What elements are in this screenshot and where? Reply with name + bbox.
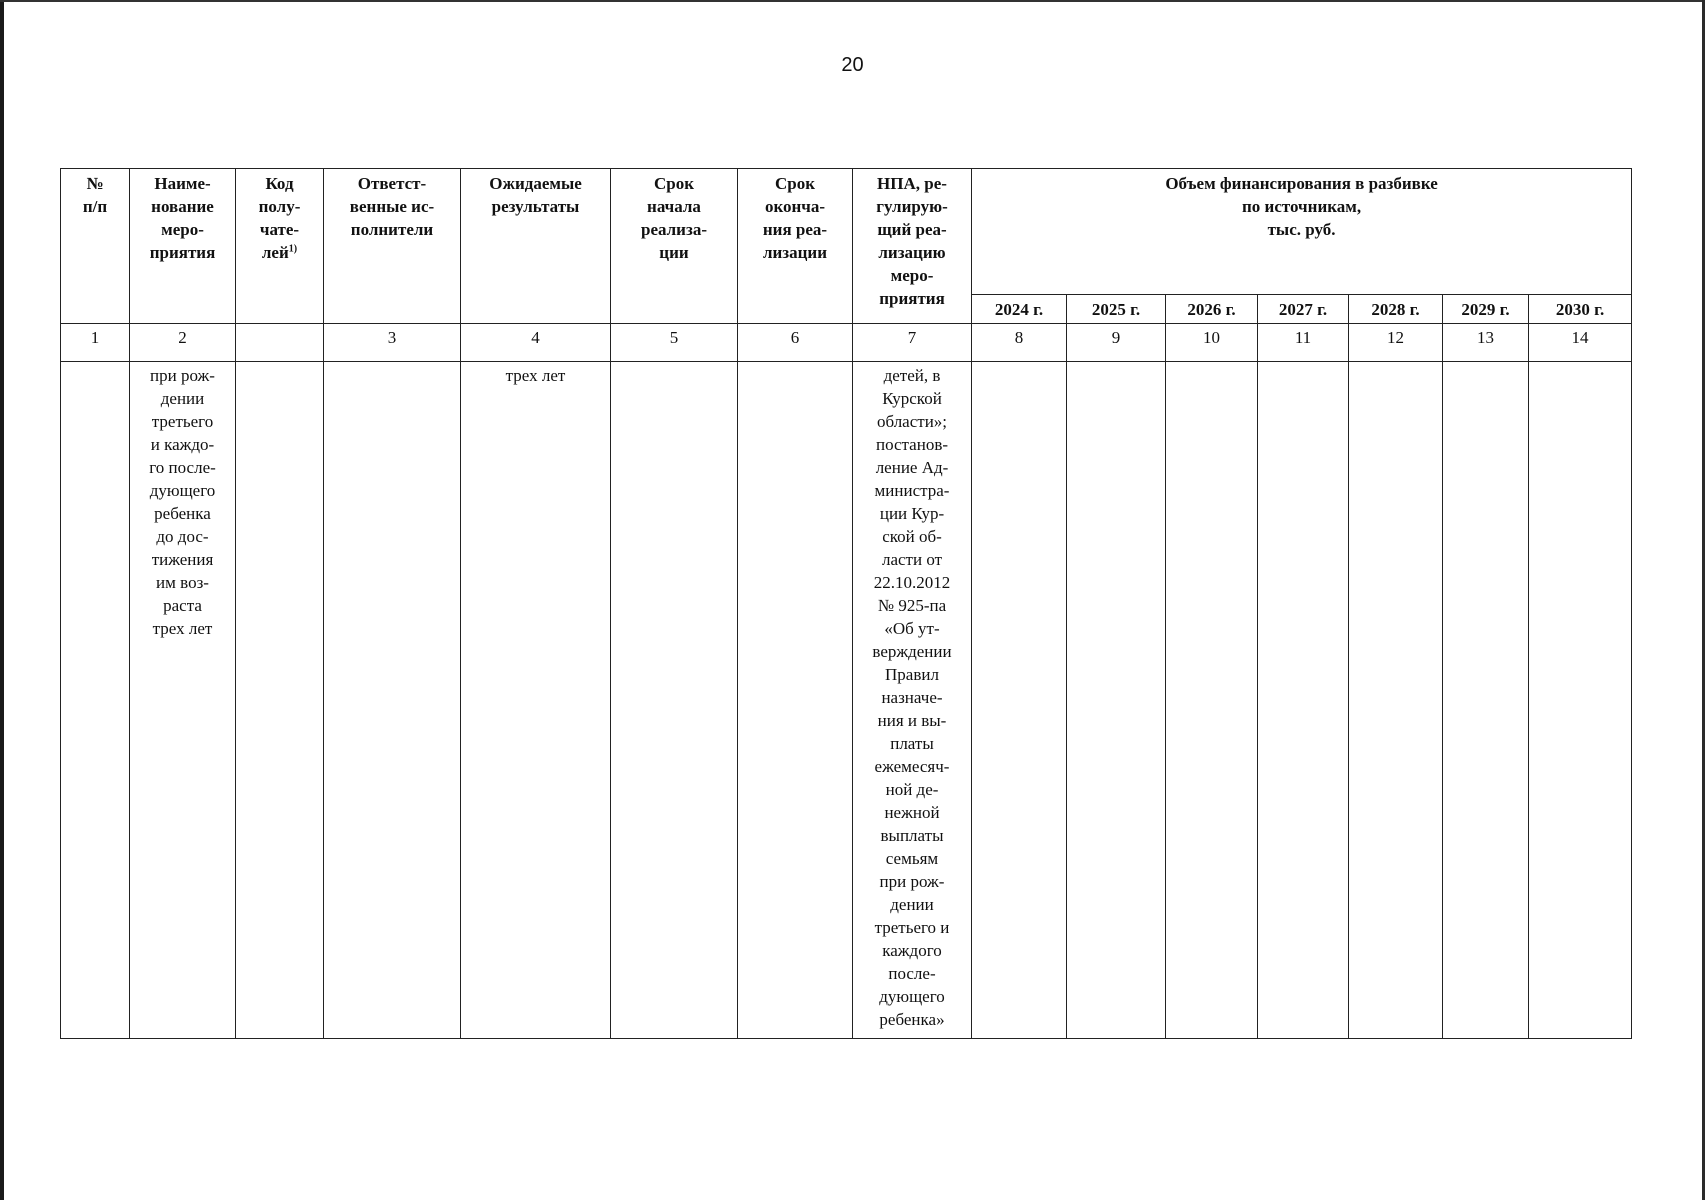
header-year: 2026 г. bbox=[1166, 295, 1258, 324]
header-year: 2027 г. bbox=[1258, 295, 1349, 324]
cell-year-amount bbox=[1529, 362, 1632, 1039]
header-expected-results: Ожидаемые результаты bbox=[461, 169, 611, 324]
cell-year-amount bbox=[1349, 362, 1443, 1039]
header-npa: НПА, ре- гулирую- щий реа- лизацию меро- приятия bbox=[853, 169, 972, 324]
cell-executors bbox=[324, 362, 461, 1039]
scan-edge-top bbox=[0, 0, 1705, 2]
footnote-mark: 1) bbox=[288, 243, 298, 255]
column-number: 3 bbox=[324, 324, 461, 362]
cell-npa: детей, в Курской области»; постанов- ление Ад- министра- ции Кур- ской об- ласти от 22.10.2012 № 925-па «Об ут- верждении Правил назначе- ния и вы- платы ежемесяч- ной де- нежной выплаты семьям при рож- дении третьего и каждого после- дующего ребенка» bbox=[853, 362, 972, 1039]
header-recipient-code bbox=[236, 169, 324, 324]
header-year: 2028 г. bbox=[1349, 295, 1443, 324]
cell-end-date bbox=[738, 362, 853, 1039]
column-number bbox=[236, 324, 324, 362]
header-end-date: Срок оконча- ния реа- лизации bbox=[738, 169, 853, 324]
cell-start-date bbox=[611, 362, 738, 1039]
column-number: 5 bbox=[611, 324, 738, 362]
header-row-main bbox=[61, 169, 1632, 295]
cell-year-amount bbox=[1258, 362, 1349, 1039]
cell-expected-results: трех лет bbox=[461, 362, 611, 1039]
scan-edge-left bbox=[0, 0, 4, 1200]
cell-year-amount bbox=[1443, 362, 1529, 1039]
column-number: 2 bbox=[130, 324, 236, 362]
column-number: 1 bbox=[61, 324, 130, 362]
cell-year-amount bbox=[1067, 362, 1166, 1039]
column-number: 10 bbox=[1166, 324, 1258, 362]
cell-year-amount bbox=[972, 362, 1067, 1039]
table-row bbox=[61, 362, 1632, 1039]
header-recipient-code-text: Код полу- чате- лей bbox=[258, 174, 301, 262]
header-activity-name: Наиме- нование меро- приятия bbox=[130, 169, 236, 324]
column-number: 11 bbox=[1258, 324, 1349, 362]
column-number: 8 bbox=[972, 324, 1067, 362]
column-number: 13 bbox=[1443, 324, 1529, 362]
column-number: 9 bbox=[1067, 324, 1166, 362]
cell-num bbox=[61, 362, 130, 1039]
column-number: 12 bbox=[1349, 324, 1443, 362]
program-activities-table bbox=[60, 168, 1632, 1039]
header-financing: Объем финансирования в разбивке по источникам, тыс. руб. bbox=[972, 169, 1632, 295]
cell-year-amount bbox=[1166, 362, 1258, 1039]
column-number: 7 bbox=[853, 324, 972, 362]
header-year: 2025 г. bbox=[1067, 295, 1166, 324]
column-number: 6 bbox=[738, 324, 853, 362]
header-start-date: Срок начала реализа- ции bbox=[611, 169, 738, 324]
header-year: 2029 г. bbox=[1443, 295, 1529, 324]
cell-recipient-code bbox=[236, 362, 324, 1039]
header-num: № п/п bbox=[61, 169, 130, 324]
column-number: 14 bbox=[1529, 324, 1632, 362]
column-number: 4 bbox=[461, 324, 611, 362]
page-number: 20 bbox=[841, 54, 864, 76]
header-year: 2024 г. bbox=[972, 295, 1067, 324]
header-year: 2030 г. bbox=[1529, 295, 1632, 324]
header-executors: Ответст- венные ис- полнители bbox=[324, 169, 461, 324]
cell-activity-name: при рож- дении третьего и каждо- го после- дующего ребенка до дос- тижения им воз- раста трех лет bbox=[130, 362, 236, 1039]
column-number-row bbox=[61, 324, 1632, 362]
